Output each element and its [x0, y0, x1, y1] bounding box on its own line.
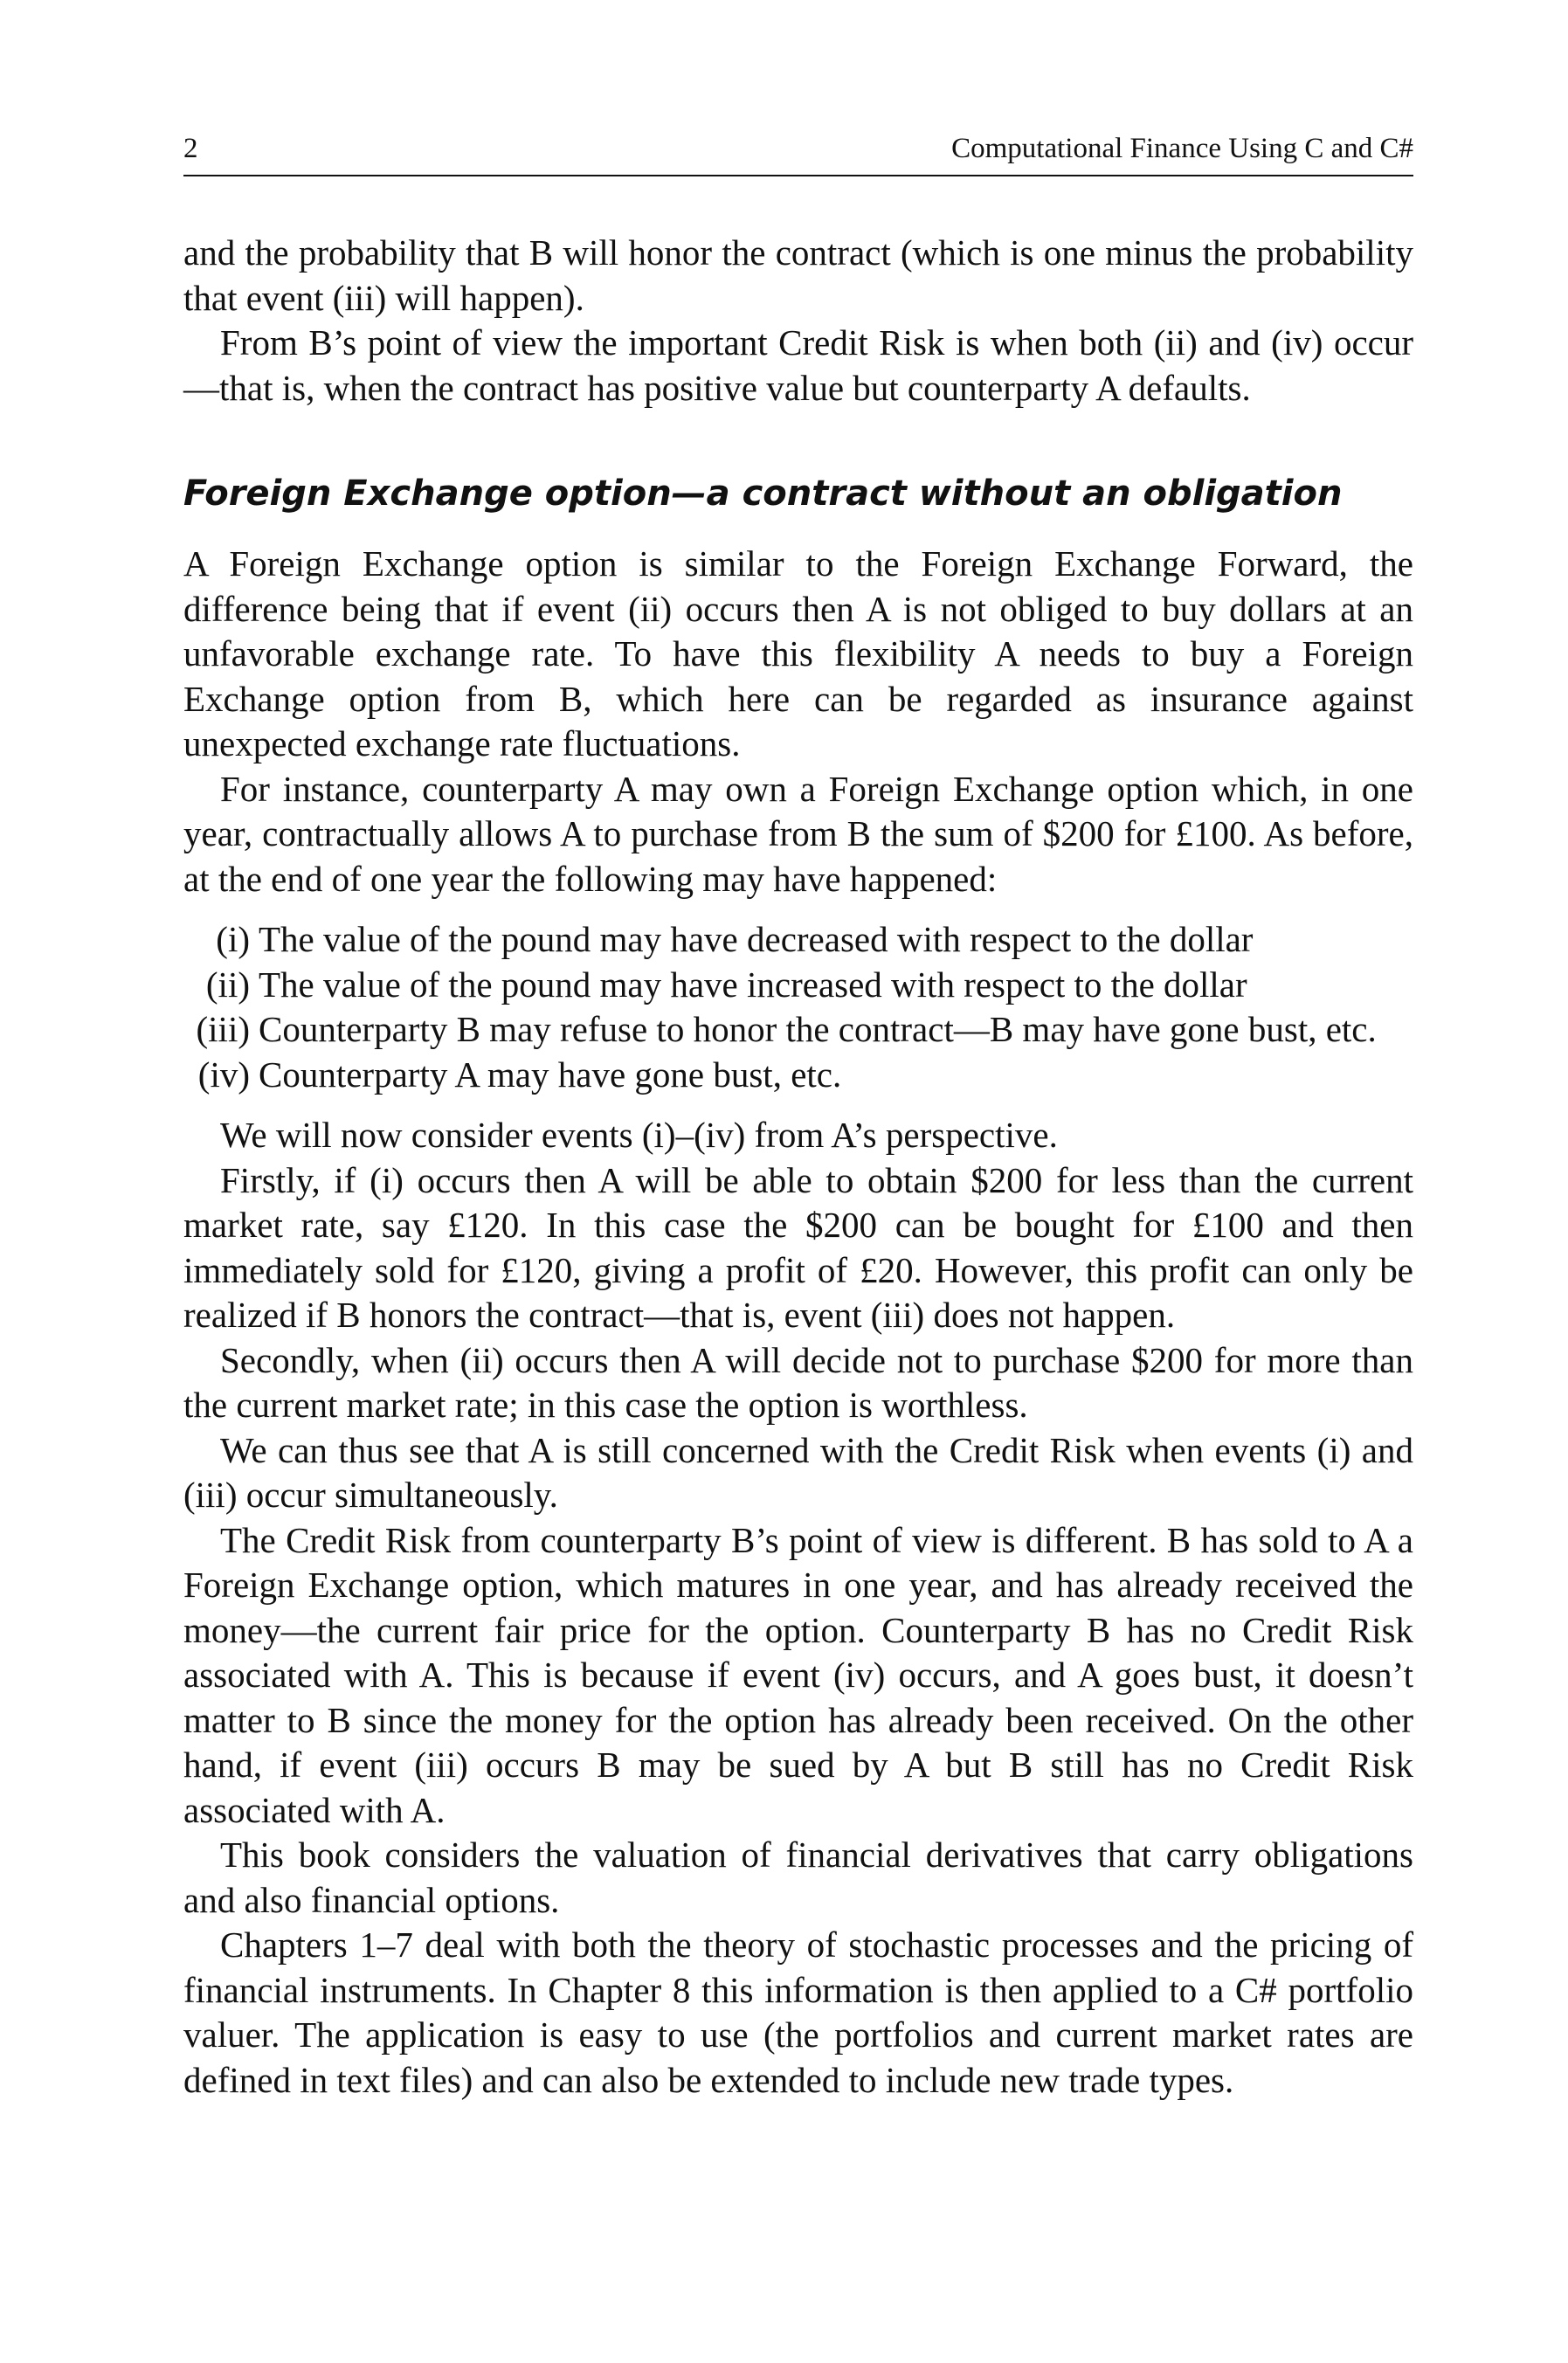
event-text: Counterparty B may refuse to honor the contract—B may have gone bust, etc. — [259, 1009, 1377, 1049]
body-paragraph-perspective: We will now consider events (i)–(iv) from A’s perspective. — [220, 1115, 1058, 1155]
event-text: Counterparty A may have gone bust, etc. — [259, 1054, 842, 1095]
body-paragraph-credit-risk-b: The Credit Risk from counterparty B’s point of view is different. B has sold to A a Foreign Exchange option, which matures in one year, and has already received the money—the current fair price for the option. Counterparty B has no Credit Risk associated with A. This is because if event (iv) occurs, and A goes bust, it doesn’t matter to B since the money for the option has already been received. On the other hand, if event (iii) occurs B may be sued by A but B still has no Credit Risk associated with A. — [183, 1519, 1413, 1830]
body-paragraph-secondly: Secondly, when (ii) occurs then A will decide not to purchase $200 for more than the current market rate; in this case the option is worthless. — [183, 1339, 1413, 1425]
event-number: (i) — [216, 919, 250, 959]
intro-block — [183, 231, 1413, 411]
body-paragraph-book-scope: This book considers the valuation of financial derivatives that carry obligations and also financial options. — [183, 1834, 1413, 1920]
event-text: The value of the pound may have decreased with respect to the dollar — [259, 919, 1254, 959]
event-item — [183, 917, 1413, 963]
event-number: (iii) — [196, 1009, 250, 1049]
running-header — [183, 131, 1413, 176]
event-number: (ii) — [205, 964, 250, 1005]
intro-paragraph-1: and the probability that B will honor the contract (which is one minus the probability that event (iii) will happen). — [183, 232, 1413, 318]
section-body — [183, 542, 1413, 2103]
event-item — [183, 1053, 1413, 1098]
event-item — [183, 1007, 1413, 1053]
section-heading: Foreign Exchange option—a contract without an obligation — [183, 473, 1343, 514]
body-paragraph-firstly: Firstly, if (i) occurs then A will be able to obtain $200 for less than the current market rate, say £120. In this case the $200 can be bought for £100 and then immediately sold for £120, giving a profit of £20. However, this profit can only be realized if B honors the contract—that is, event (iii) does not happen. — [183, 1159, 1413, 1335]
section-paragraph-1: A Foreign Exchange option is similar to the Foreign Exchange Forward, the difference being that if event (ii) occurs then A is not obliged to buy dollars at an unfavorable exchange rate. To have this flexibility A needs to buy a Foreign Exchange option from B, which here can be regarded as insurance against unexpected exchange rate fluctuations. — [183, 543, 1413, 763]
event-number: (iv) — [197, 1054, 250, 1095]
running-title: Computational Finance Using C and C# — [951, 133, 1413, 164]
section-paragraph-2: For instance, counterparty A may own a Foreign Exchange option which, in one year, contractually allows A to purchase from B the sum of $200 for £100. As before, at the end of one year the following may have happened: — [183, 768, 1413, 899]
intro-paragraph-2: From B’s point of view the important Credit Risk is when both (ii) and (iv) occur—that is, when the contract has positive value but counterparty A defaults. — [183, 322, 1413, 408]
page-number: 2 — [183, 133, 198, 164]
body-paragraph-chapters: Chapters 1–7 deal with both the theory of stochastic processes and the pricing of financial instruments. In Chapter 8 this information is then applied to a C# portfolio valuer. The application is easy to use (the portfolios and current market rates are defined in text files) and can also be extended to include new trade types. — [183, 1924, 1413, 2100]
event-item — [183, 963, 1413, 1008]
event-text: The value of the pound may have increased with respect to the dollar — [259, 964, 1247, 1005]
event-list — [183, 917, 1413, 1097]
book-page — [183, 131, 1413, 2111]
bottom-spacer — [183, 2103, 1413, 2111]
body-paragraph-credit-risk-a: We can thus see that A is still concerned with the Credit Risk when events (i) and (iii) occur simultaneously. — [183, 1429, 1413, 1515]
